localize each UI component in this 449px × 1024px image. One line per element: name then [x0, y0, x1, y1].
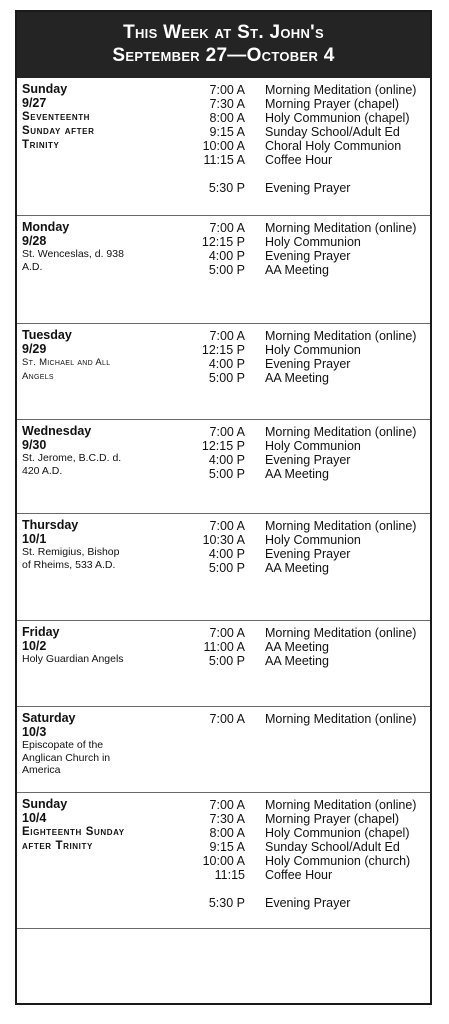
day-block: [17, 621, 430, 707]
feast-day: St. Remigius, Bishop of Rheims, 533 A.D.: [22, 546, 120, 571]
event-time: 7:00 A: [209, 329, 245, 343]
event-time: 7:00 A: [209, 425, 245, 439]
day-block: [17, 324, 430, 420]
event-time: 5:00 P: [208, 654, 245, 668]
event-row: [17, 111, 430, 125]
event-time: 12:15 P: [201, 235, 245, 249]
event-row: [17, 826, 430, 840]
event-time: 7:00 A: [209, 626, 245, 640]
event-name: AA Meeting: [265, 561, 329, 575]
weekly-schedule-sheet: [15, 10, 432, 1005]
event-row: [17, 97, 430, 111]
day-name: Tuesday: [22, 328, 72, 342]
event-name: Morning Meditation (online): [265, 626, 417, 640]
event-row: [17, 139, 430, 153]
event-name: Morning Meditation (online): [265, 221, 417, 235]
event-name: Morning Prayer (chapel): [265, 812, 400, 826]
event-time: 5:00 P: [208, 561, 245, 575]
day-block: [17, 793, 430, 929]
event-row: [17, 868, 430, 882]
event-row: [17, 371, 430, 385]
event-time: 9:15 A: [209, 840, 245, 854]
day-block: [17, 78, 430, 216]
event-row: [17, 654, 430, 668]
event-name: Evening Prayer: [265, 547, 351, 561]
event-name: AA Meeting: [265, 371, 329, 385]
event-name: Morning Meditation (online): [265, 519, 417, 533]
header-date-range: September 27—October 4: [112, 45, 335, 66]
event-row: [17, 519, 430, 533]
event-time: 7:00 A: [209, 712, 245, 726]
event-row: [17, 125, 430, 139]
event-row: [17, 425, 430, 439]
event-time: 7:00 A: [209, 83, 245, 97]
event-name: AA Meeting: [265, 467, 329, 481]
event-time: 11:15: [214, 868, 245, 882]
event-row: [17, 854, 430, 868]
event-time: 5:00 P: [208, 263, 245, 277]
event-row: [17, 357, 430, 371]
event-row: [17, 798, 430, 812]
feast-day: Eighteenth Sunday after Trinity: [22, 826, 125, 852]
day-block: [17, 216, 430, 324]
event-row: [17, 235, 430, 249]
event-name: Evening Prayer: [265, 357, 351, 371]
event-name: Holy Communion: [265, 533, 361, 547]
day-date: 10/2: [22, 639, 47, 653]
day-block: [17, 707, 430, 793]
event-time: 5:30 P: [208, 896, 245, 910]
event-time: 8:00 A: [209, 111, 245, 125]
event-name: AA Meeting: [265, 654, 329, 668]
event-time: 5:00 P: [208, 371, 245, 385]
event-row: [17, 329, 430, 343]
event-name: Morning Meditation (online): [265, 425, 417, 439]
event-name: Holy Communion (chapel): [265, 826, 410, 840]
day-name: Saturday: [22, 711, 76, 725]
schedule-header: [17, 12, 430, 78]
event-time: 10:00 A: [202, 139, 245, 153]
day-date: 9/28: [22, 234, 47, 248]
day-name: Friday: [22, 625, 60, 639]
event-name: Holy Communion (church): [265, 854, 411, 868]
event-name: Coffee Hour: [265, 868, 333, 882]
event-time: 9:15 A: [209, 125, 245, 139]
day-block: [17, 514, 430, 621]
event-time: 10:00 A: [202, 854, 245, 868]
event-name: Holy Communion: [265, 235, 361, 249]
event-row: [17, 153, 430, 167]
header-title: This Week at St. John's: [123, 22, 324, 43]
feast-day: St. Michael and All Angels: [22, 357, 111, 382]
day-date: 9/29: [22, 342, 47, 356]
day-name: Sunday: [22, 82, 68, 96]
event-name: Sunday School/Adult Ed: [265, 840, 400, 854]
event-name: Holy Communion (chapel): [265, 111, 410, 125]
day-name: Sunday: [22, 797, 68, 811]
feast-day: Episcopate of the Anglican Church in America: [22, 739, 111, 776]
event-row: [17, 439, 430, 453]
event-row: [17, 640, 430, 654]
event-name: Holy Communion: [265, 439, 361, 453]
event-row: [17, 812, 430, 826]
event-name: Choral Holy Communion: [265, 139, 402, 153]
event-time: 7:00 A: [209, 798, 245, 812]
day-name: Wednesday: [22, 424, 92, 438]
day-block: [17, 420, 430, 514]
day-date: 10/3: [22, 725, 47, 739]
event-row: [17, 343, 430, 357]
day-date: 9/27: [22, 96, 47, 110]
day-name: Monday: [22, 220, 70, 234]
day-date: 9/30: [22, 438, 47, 452]
event-time: 11:00 A: [203, 640, 245, 654]
event-time: 4:00 P: [208, 453, 245, 467]
event-row: [17, 626, 430, 640]
event-name: Evening Prayer: [265, 181, 351, 195]
event-name: Morning Meditation (online): [265, 798, 417, 812]
event-name: Morning Meditation (online): [265, 712, 417, 726]
event-time: 12:15 P: [201, 343, 245, 357]
event-name: Morning Prayer (chapel): [265, 97, 400, 111]
event-row: [17, 561, 430, 575]
day-date: 10/4: [22, 811, 47, 825]
event-name: Holy Communion: [265, 343, 361, 357]
event-name: Evening Prayer: [265, 896, 351, 910]
event-time: 7:00 A: [209, 221, 245, 235]
event-row: [17, 263, 430, 277]
event-name: Coffee Hour: [265, 153, 333, 167]
event-time: 4:00 P: [208, 249, 245, 263]
event-time: 12:15 P: [201, 439, 245, 453]
event-row: [17, 181, 430, 195]
event-row: [17, 221, 430, 235]
event-name: Sunday School/Adult Ed: [265, 125, 400, 139]
event-name: Morning Meditation (online): [265, 329, 417, 343]
event-time: 8:00 A: [209, 826, 245, 840]
event-row: [17, 533, 430, 547]
event-time: 10:30 A: [202, 533, 245, 547]
event-row: [17, 467, 430, 481]
event-name: Evening Prayer: [265, 453, 351, 467]
event-time: 4:00 P: [208, 357, 245, 371]
event-time: 7:30 A: [209, 97, 245, 111]
feast-day: Seventeenth Sunday after Trinity: [22, 111, 95, 151]
event-name: Evening Prayer: [265, 249, 351, 263]
feast-day: St. Wenceslas, d. 938 A.D.: [22, 248, 124, 273]
event-row: [17, 840, 430, 854]
event-time: 5:30 P: [208, 181, 245, 195]
feast-day: St. Jerome, B.C.D. d. 420 A.D.: [22, 452, 122, 477]
event-time: 7:00 A: [209, 519, 245, 533]
day-name: Thursday: [22, 518, 79, 532]
event-row: [17, 83, 430, 97]
event-time: 4:00 P: [208, 547, 245, 561]
event-time: 5:00 P: [208, 467, 245, 481]
event-time: 7:30 A: [209, 812, 245, 826]
event-time: 11:15 A: [203, 153, 245, 167]
event-row: [17, 896, 430, 910]
event-name: Morning Meditation (online): [265, 83, 417, 97]
event-row: [17, 712, 430, 726]
day-date: 10/1: [22, 532, 47, 546]
event-row: [17, 453, 430, 467]
feast-day: Holy Guardian Angels: [22, 653, 124, 665]
event-row: [17, 249, 430, 263]
event-name: AA Meeting: [265, 640, 329, 654]
event-row: [17, 547, 430, 561]
event-name: AA Meeting: [265, 263, 329, 277]
